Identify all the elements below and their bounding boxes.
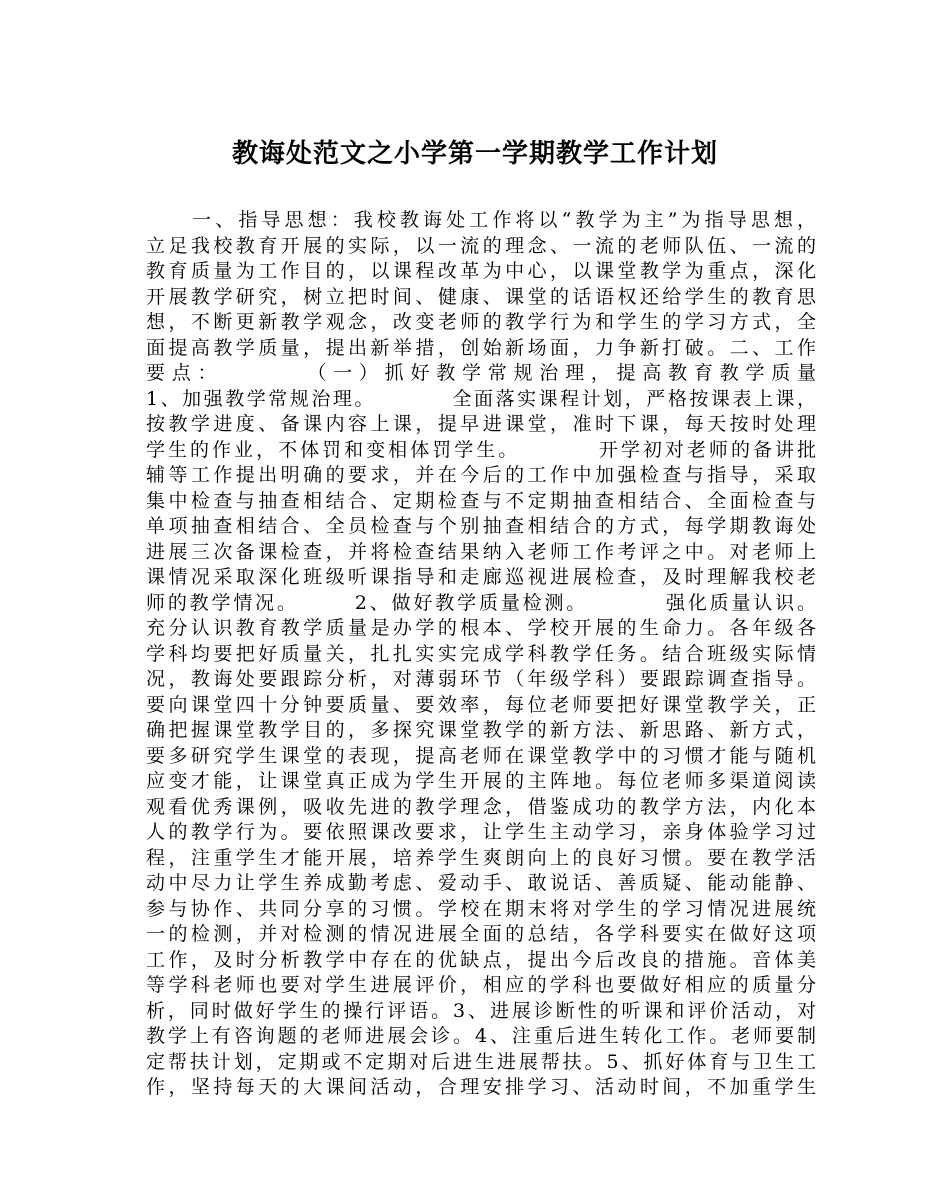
body-line: 定帮扶计划，定期或不定期对后进生进展帮扶。5、抓好体育与卫生工: [146, 1050, 816, 1073]
body-line: 人的教学行为。要依照课改要求，让学生主动学习，亲身体验学习过: [146, 821, 816, 843]
body-line: 要多研究学生课堂的表现，提高老师在课堂教学中的习惯才能与随机: [146, 744, 816, 767]
body-line: 集中检查与抽查相结合、定期检查与不定期抽查相结合、全面检查与: [146, 489, 816, 512]
body-line: 学生的作业，不体罚和变相体罚学生。 开学初对老师的备讲批: [146, 438, 816, 461]
document-title: 教诲处范文之小学第一学期教学工作计划: [231, 139, 718, 169]
body-line: 教学上有咨询题的老师进展会诊。4、注重后进生转化工作。老师要制: [146, 1025, 816, 1047]
body-line: 面提高教学质量，提出新举措，创始新场面，力争新打破。二、工作: [146, 336, 816, 359]
body-line: 辅等工作提出明确的要求，并在今后的工作中加强检查与指导，采取: [146, 464, 816, 486]
body-line: 观看优秀课例，吸收先进的教学理念，借鉴成功的教学方法，内化本: [146, 795, 816, 818]
document-body: [146, 208, 816, 1101]
body-line: 程，注重学生才能开展，培养学生爽朗向上的良好习惯。要在教学活: [146, 846, 816, 869]
body-line: 应变才能，让课堂真正成为学生开展的主阵地。每位老师多渠道阅读: [146, 770, 816, 792]
body-line: 立足我校教育开展的实际，以一流的理念、一流的老师队伍、一流的: [146, 234, 816, 257]
body-line: 作，坚持每天的大课间活动，合理安排学习、活动时间，不加重学生: [146, 1076, 816, 1098]
body-line: 教育质量为工作目的，以课程改革为中心，以课堂教学为重点，深化: [146, 260, 816, 282]
body-line: 况，教诲处要跟踪分析，对薄弱环节（年级学科）要跟踪调查指导。: [146, 668, 816, 690]
body-line: 要点： （一）抓好教学常规治理，提高教育教学质量: [146, 362, 816, 384]
body-line: 开展教学研究，树立把时间、健康、课堂的话语权还给学生的教育思: [146, 285, 816, 308]
body-line: 按教学进度、备课内容上课，提早进课堂，准时下课，每天按时处理: [146, 413, 816, 435]
body-line: 要向课堂四十分钟要质量、要效率，每位老师要把好课堂教学关，正: [146, 693, 816, 716]
body-line: 课情况采取深化班级听课指导和走廊巡视进展检查，及时理解我校老: [146, 566, 816, 588]
body-line: 工作，及时分析教学中存在的优缺点，提出今后改良的措施。音体美: [146, 948, 816, 971]
body-line: 析，同时做好学生的操行评语。3、进展诊断性的听课和评价活动，对: [146, 999, 816, 1022]
body-line: 动中尽力让学生养成勤考虑、爱动手、敢说话、善质疑、能动能静、: [146, 872, 816, 894]
body-line: 进展三次备课检查，并将检查结果纳入老师工作考评之中。对老师上: [146, 540, 816, 563]
body-line: 学科均要把好质量关，扎扎实实完成学科教学任务。结合班级实际情: [146, 642, 816, 665]
body-line: 师的教学情况。 2、做好教学质量检测。 强化质量认识。: [146, 591, 816, 614]
body-line: 等学科老师也要对学生进展评价，相应的学科也要做好相应的质量分: [146, 974, 816, 996]
body-line: 想，不断更新教学观念，改变老师的教学行为和学生的学习方式，全: [146, 311, 816, 333]
body-line: 一、指导思想：我校教诲处工作将以“教学为主”为指导思想，: [146, 209, 816, 231]
body-line: 单项抽查相结合、全员检查与个别抽查相结合的方式，每学期教诲处: [146, 515, 816, 537]
body-line: 充分认识教育教学质量是办学的根本、学校开展的生命力。各年级各: [146, 617, 816, 639]
body-line: 一的检测，并对检测的情况进展全面的总结，各学科要实在做好这项: [146, 923, 816, 945]
body-line: 1、加强教学常规治理。 全面落实课程计划，严格按课表上课，: [146, 387, 816, 410]
body-line: 确把握课堂教学目的，多探究课堂教学的新方法、新思路、新方式，: [146, 719, 816, 741]
body-line: 参与协作、共同分享的习惯。学校在期末将对学生的学习情况进展统: [146, 897, 816, 920]
